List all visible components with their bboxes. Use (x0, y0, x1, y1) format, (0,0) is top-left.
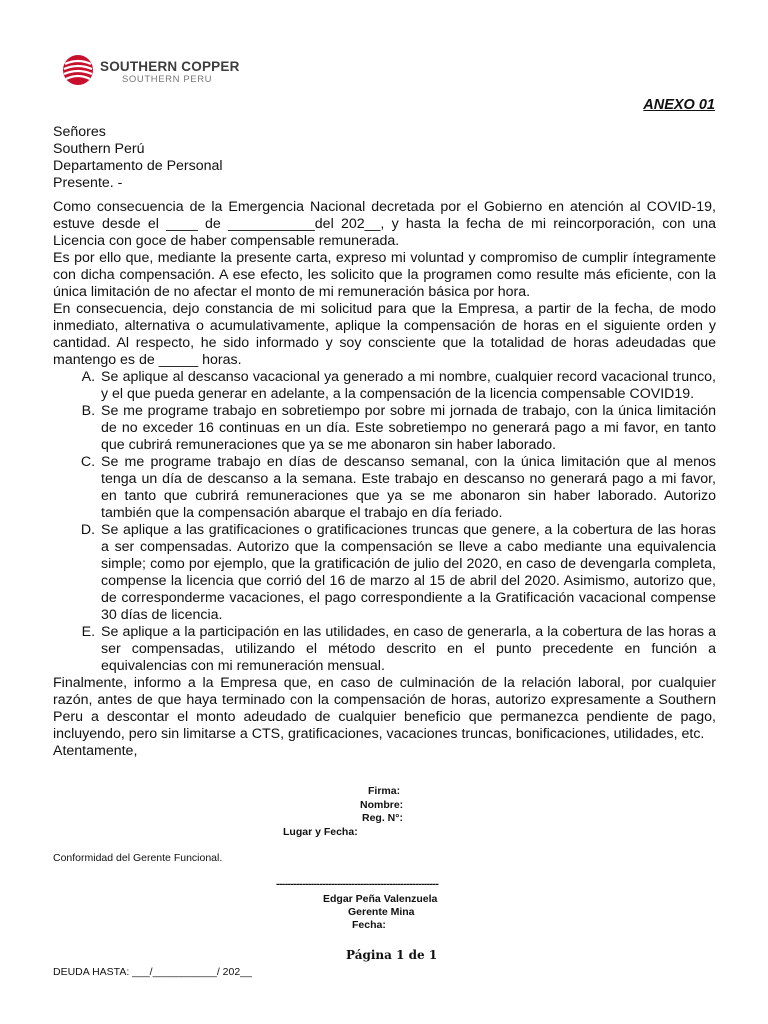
signature-reg-label: Reg. N°: (362, 812, 403, 824)
compensation-list (53, 369, 716, 675)
addressee-block (53, 124, 223, 192)
list-item: D. Se aplique a las gratificaciones o gratificaciones truncas que genere, a la cobertura de las horas a ser compensadas. Autorizo que la compensación se lleve a cabo mediante una equivalencia simple; como por ejemplo, que la gratificación de julio del 2020, en caso de devengarla completa, compense la licencia que corrió del 16 de marzo al 15 de abril del 2020. Asimismo, autorizo que, de corresponderme vacaciones, el pago correspondiente a la Gratificación vacacional compense 30 días de licencia. (99, 522, 716, 624)
manager-date-label: Fecha: (352, 919, 386, 931)
annex-title: ANEXO 01 (643, 97, 715, 113)
list-item: E. Se aplique a la participación en las utilidades, en caso de generarla, a la cobertura de las horas a ser compensadas, utilizando el método descrito en el punto precedente en función a equivalencias con mi remuneración mensual. (99, 624, 716, 675)
page-number: Página 1 de 1 (346, 948, 438, 962)
paragraph: Es por ello que, mediante la presente carta, expreso mi voluntad y compromiso de cumplir íntegramente con dicha compensación. A ese efecto, les solicito que la programen como resulte más eficiente, con la única limitación de no afectar el monto de mi remuneración básica por hora. (53, 250, 716, 300)
debt-line: DEUDA HASTA: ___/___________/ 202__ (53, 966, 252, 978)
southern-copper-logo-icon (62, 54, 94, 86)
closing-paragraph: Finalmente, informo a la Empresa que, en caso de culminación de la relación laboral, por cualquier razón, antes de que haya terminado con la compensación de horas, autorizo expresamente a Southern Peru a descontar el monto adeudado de cualquier beneficio que permanezca pendiente de pago, incluyendo, pero sin limitarse a CTS, gratificaciones, vacaciones truncas, bonificaciones, utilidades, etc. (53, 675, 716, 742)
letter-body (53, 199, 716, 760)
addressee-line: Señores (53, 124, 106, 140)
list-item: A. Se aplique al descanso vacacional ya generado a mi nombre, cualquier record vacacional trunco, y el que pueda generar en adelante, a la compensación de la licencia compensable COVID19. (99, 369, 716, 403)
signature-nombre-label: Nombre: (360, 799, 404, 811)
logo-subtitle: SOUTHERN PERU (122, 74, 213, 85)
signature-line: -------------------------------------------------------- (276, 878, 439, 890)
paragraph: En consecuencia, dejo constancia de mi solicitud para que la Empresa, a partir de la fecha, de modo inmediato, alternativa o acumulativamente, aplique la compensación de horas en el siguiente orden y cantidad. Al respecto, he sido informado y soy consciente que la totalidad de horas adeudadas que mantengo es de _____ horas. (53, 301, 716, 368)
signature-firma-label: Firma: (368, 785, 401, 797)
manager-title: Gerente Mina (348, 906, 415, 918)
addressee-line: Departamento de Personal (53, 158, 223, 174)
paragraph: Como consecuencia de la Emergencia Nacional decretada por el Gobierno en atención al COVID-19, estuve desde el ____ de ___________del 202__, y hasta la fecha de mi reincorporación, con una Licencia con goce de haber compensable remunerada. (53, 199, 716, 249)
manager-name: Edgar Peña Valenzuela (323, 893, 438, 905)
list-item: B. Se me programe trabajo en sobretiempo por sobre mi jornada de trabajo, con la única limitación de no exceder 16 continuas en un día. Este sobretiempo no generará pago a mi favor, en tanto que cubrirá remuneraciones que ya se me abonaron sin haber laborado. (99, 403, 716, 454)
addressee-line: Southern Perú (53, 141, 145, 157)
list-item: C. Se me programe trabajo en días de descanso semanal, con la única limitación que al menos tenga un día de descanso a la semana. Este trabajo en descanso no generará pago a mi favor, en tanto que cubrirá remuneraciones que ya se me abonaron sin haber laborado. Autorizo también que la compensación abarque el trabajo en día feriado. (99, 454, 716, 522)
farewell: Atentamente, (53, 743, 138, 759)
company-logo (62, 54, 262, 88)
conformity-label: Conformidad del Gerente Funcional. (53, 852, 223, 864)
addressee-line: Presente. - (53, 175, 123, 191)
logo-title: SOUTHERN COPPER (100, 59, 240, 74)
signature-lugar-fecha-label: Lugar y Fecha: (283, 826, 358, 838)
